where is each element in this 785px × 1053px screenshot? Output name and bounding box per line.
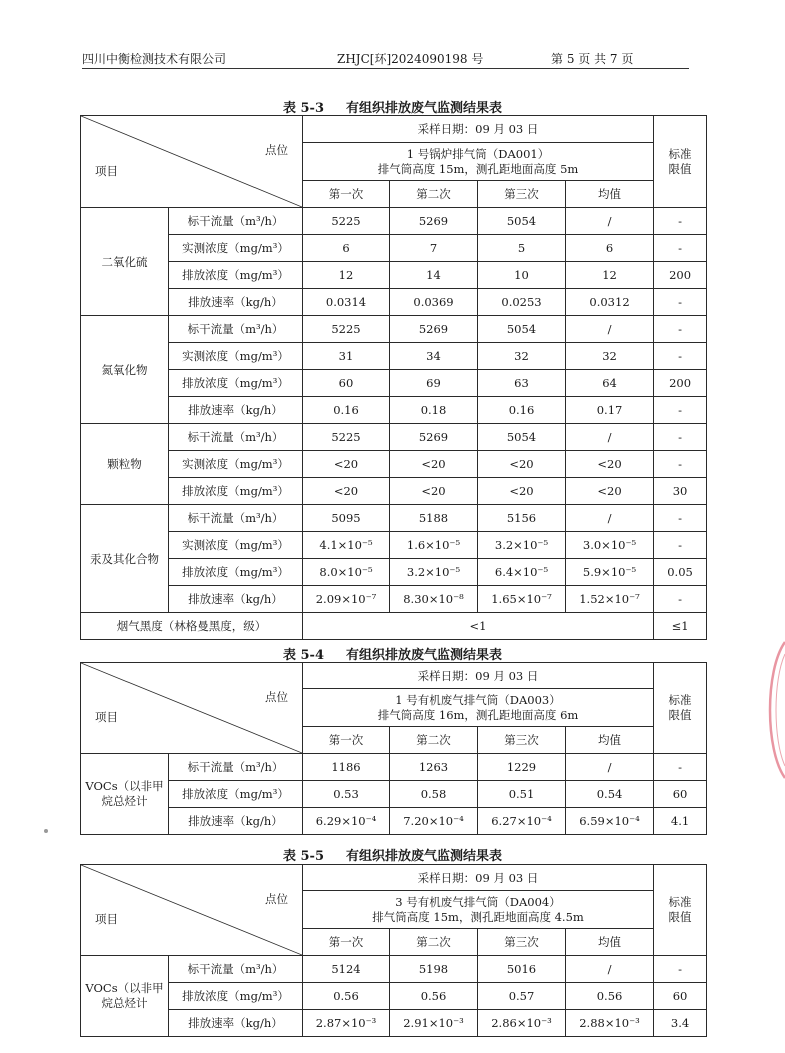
- limit-value: 0.05: [654, 559, 707, 586]
- parameter-label: 排放速率（kg/h）: [169, 808, 303, 835]
- limit-value: -: [654, 235, 707, 262]
- table-row: [81, 262, 707, 289]
- measure-value: 0.56: [390, 983, 478, 1010]
- measure-value: /: [566, 754, 654, 781]
- measure-value: 69: [390, 370, 478, 397]
- table-5-4-caption: [0, 644, 785, 663]
- col-mean: 均值: [566, 929, 654, 956]
- measure-value: 5225: [303, 208, 390, 235]
- limit-value: -: [654, 956, 707, 983]
- measure-value: 5269: [390, 316, 478, 343]
- parameter-label: 排放浓度（mg/m³）: [169, 262, 303, 289]
- table-5-5-caption: [0, 845, 785, 864]
- report-number: ZHJC[环]2024090198 号: [337, 52, 484, 66]
- col-mean: 均值: [566, 181, 654, 208]
- item-label: 项目: [95, 710, 118, 724]
- table-number: 表 5-3: [282, 101, 324, 116]
- measure-value: 0.51: [478, 781, 566, 808]
- measure-value: 2.91×10⁻³: [390, 1010, 478, 1037]
- parameter-label: 标干流量（m³/h）: [169, 754, 303, 781]
- pollutant-name: 颗粒物: [81, 424, 169, 505]
- pollutant-name: 氮氧化物: [81, 316, 169, 424]
- parameter-label: 标干流量（m³/h）: [169, 424, 303, 451]
- measure-value: <20: [303, 451, 390, 478]
- page-number: 第 5 页 共 7 页: [551, 52, 634, 66]
- parameter-label: 标干流量（m³/h）: [169, 208, 303, 235]
- col-first: 第一次: [303, 181, 390, 208]
- table-5-5: [80, 864, 707, 1037]
- parameter-label: 标干流量（m³/h）: [169, 505, 303, 532]
- measure-value: <20: [566, 451, 654, 478]
- measure-value: 0.18: [390, 397, 478, 424]
- table-number: 表 5-5: [282, 849, 324, 864]
- measure-value: <20: [390, 451, 478, 478]
- table-title: 有组织排放废气监测结果表: [346, 648, 503, 663]
- table-corner-header: [81, 663, 303, 754]
- table-number: 表 5-4: [282, 648, 324, 663]
- parameter-label: 排放浓度（mg/m³）: [169, 478, 303, 505]
- sampling-date: 采样日期：09 月 03 日: [303, 663, 654, 689]
- header-divider: [82, 68, 689, 69]
- measure-value: 0.0369: [390, 289, 478, 316]
- col-first: 第一次: [303, 929, 390, 956]
- measure-value: 0.53: [303, 781, 390, 808]
- col-mean: 均值: [566, 727, 654, 754]
- measure-value: 2.09×10⁻⁷: [303, 586, 390, 613]
- point-label: 点位: [265, 143, 288, 157]
- table-row: [81, 208, 707, 235]
- measure-value: 5095: [303, 505, 390, 532]
- measure-value: 0.54: [566, 781, 654, 808]
- diagonal-line: [81, 663, 302, 753]
- measure-value: 0.56: [566, 983, 654, 1010]
- measure-value: 2.87×10⁻³: [303, 1010, 390, 1037]
- col-second: 第二次: [390, 727, 478, 754]
- table-5-4: [80, 662, 707, 835]
- col-third: 第三次: [478, 181, 566, 208]
- col-third: 第三次: [478, 727, 566, 754]
- limit-value: 60: [654, 781, 707, 808]
- parameter-label: 排放速率（kg/h）: [169, 1010, 303, 1037]
- smoke-row: [81, 613, 707, 640]
- table-row: [81, 559, 707, 586]
- scan-speck: [44, 829, 48, 833]
- parameter-label: 排放浓度（mg/m³）: [169, 370, 303, 397]
- item-label: 项目: [95, 912, 118, 926]
- measure-value: 0.58: [390, 781, 478, 808]
- limit-value: -: [654, 289, 707, 316]
- table-row: [81, 316, 707, 343]
- parameter-label: 排放浓度（mg/m³）: [169, 983, 303, 1010]
- limit-value: 3.4: [654, 1010, 707, 1037]
- measure-value: 0.0253: [478, 289, 566, 316]
- measure-value: 12: [566, 262, 654, 289]
- measure-value: 32: [478, 343, 566, 370]
- table-row: [81, 1010, 707, 1037]
- pollutant-name: VOCs（以非甲 烷总烃计: [81, 754, 169, 835]
- limit-value: 4.1: [654, 808, 707, 835]
- table-row: [81, 983, 707, 1010]
- measure-value: /: [566, 316, 654, 343]
- parameter-label: 排放速率（kg/h）: [169, 397, 303, 424]
- outlet-description: 3 号有机废气排气筒（DA004） 排气筒高度 15m，测孔距地面高度 4.5m: [303, 891, 654, 929]
- limit-value: -: [654, 505, 707, 532]
- measure-value: 60: [303, 370, 390, 397]
- company-name: 四川中衡检测技术有限公司: [82, 52, 227, 66]
- table-row: [81, 370, 707, 397]
- limit-value: -: [654, 451, 707, 478]
- table-row: [81, 478, 707, 505]
- table-row: [81, 586, 707, 613]
- table-row: [81, 781, 707, 808]
- limit-value: -: [654, 754, 707, 781]
- table-title: 有组织排放废气监测结果表: [346, 849, 503, 864]
- limit-value: 30: [654, 478, 707, 505]
- measure-value: 5124: [303, 956, 390, 983]
- limit-value: -: [654, 208, 707, 235]
- measure-value: 5269: [390, 208, 478, 235]
- pollutant-name: VOCs（以非甲 烷总烃计: [81, 956, 169, 1037]
- measure-value: <20: [478, 451, 566, 478]
- col-second: 第二次: [390, 181, 478, 208]
- col-second: 第二次: [390, 929, 478, 956]
- point-label: 点位: [265, 892, 288, 906]
- measure-value: 5016: [478, 956, 566, 983]
- table-row: [81, 956, 707, 983]
- table-title: 有组织排放废气监测结果表: [346, 101, 503, 116]
- measure-value: 1.6×10⁻⁵: [390, 532, 478, 559]
- parameter-label: 标干流量（m³/h）: [169, 956, 303, 983]
- parameter-label: 排放浓度（mg/m³）: [169, 559, 303, 586]
- pollutant-name: 二氧化硫: [81, 208, 169, 316]
- measure-value: 1186: [303, 754, 390, 781]
- measure-value: 34: [390, 343, 478, 370]
- limit-value: -: [654, 397, 707, 424]
- col-third: 第三次: [478, 929, 566, 956]
- outlet-description: 1 号锅炉排气筒（DA001） 排气筒高度 15m，测孔距地面高度 5m: [303, 143, 654, 181]
- sampling-date: 采样日期：09 月 03 日: [303, 865, 654, 891]
- parameter-label: 排放速率（kg/h）: [169, 289, 303, 316]
- parameter-label: 标干流量（m³/h）: [169, 316, 303, 343]
- measure-value: 8.30×10⁻⁸: [390, 586, 478, 613]
- measure-value: 64: [566, 370, 654, 397]
- point-label: 点位: [265, 690, 288, 704]
- parameter-label: 实测浓度（mg/m³）: [169, 532, 303, 559]
- table-row: [81, 532, 707, 559]
- measure-value: 1.65×10⁻⁷: [478, 586, 566, 613]
- measure-value: 5269: [390, 424, 478, 451]
- measure-value: 31: [303, 343, 390, 370]
- table-row: [81, 451, 707, 478]
- table-5-3-caption: [0, 97, 785, 116]
- measure-value: 6.4×10⁻⁵: [478, 559, 566, 586]
- measure-value: 5054: [478, 208, 566, 235]
- measure-value: <20: [303, 478, 390, 505]
- table-row: [81, 397, 707, 424]
- parameter-label: 实测浓度（mg/m³）: [169, 451, 303, 478]
- table-row: [81, 343, 707, 370]
- measure-value: 14: [390, 262, 478, 289]
- diagonal-line: [81, 116, 302, 207]
- limit-value: 60: [654, 983, 707, 1010]
- measure-value: 6.29×10⁻⁴: [303, 808, 390, 835]
- measure-value: 0.0314: [303, 289, 390, 316]
- measure-value: 0.16: [303, 397, 390, 424]
- measure-value: 8.0×10⁻⁵: [303, 559, 390, 586]
- measure-value: 5054: [478, 424, 566, 451]
- measure-value: 5198: [390, 956, 478, 983]
- parameter-label: 排放浓度（mg/m³）: [169, 781, 303, 808]
- measure-value: 5225: [303, 424, 390, 451]
- measure-value: 5156: [478, 505, 566, 532]
- measure-value: 6: [566, 235, 654, 262]
- measure-value: 2.88×10⁻³: [566, 1010, 654, 1037]
- smoke-value: <1: [303, 613, 654, 640]
- measure-value: 6.27×10⁻⁴: [478, 808, 566, 835]
- measure-value: 3.2×10⁻⁵: [478, 532, 566, 559]
- measure-value: 0.0312: [566, 289, 654, 316]
- measure-value: /: [566, 505, 654, 532]
- measure-value: 5.9×10⁻⁵: [566, 559, 654, 586]
- limit-value: -: [654, 532, 707, 559]
- measure-value: 3.0×10⁻⁵: [566, 532, 654, 559]
- col-first: 第一次: [303, 727, 390, 754]
- sampling-date: 采样日期：09 月 03 日: [303, 116, 654, 143]
- limit-value: 200: [654, 262, 707, 289]
- measure-value: 5: [478, 235, 566, 262]
- limit-value: 200: [654, 370, 707, 397]
- table-row: [81, 289, 707, 316]
- table-row: [81, 808, 707, 835]
- measure-value: /: [566, 956, 654, 983]
- measure-value: 0.56: [303, 983, 390, 1010]
- table-row: [81, 505, 707, 532]
- table-row: [81, 424, 707, 451]
- measure-value: 2.86×10⁻³: [478, 1010, 566, 1037]
- measure-value: 12: [303, 262, 390, 289]
- table-row: [81, 754, 707, 781]
- measure-value: /: [566, 424, 654, 451]
- table-row: [81, 235, 707, 262]
- measure-value: 5054: [478, 316, 566, 343]
- measure-value: 6.59×10⁻⁴: [566, 808, 654, 835]
- pollutant-name: 汞及其化合物: [81, 505, 169, 613]
- measure-value: 63: [478, 370, 566, 397]
- measure-value: 0.17: [566, 397, 654, 424]
- standard-limit-header: 标准 限值: [654, 865, 707, 956]
- measure-value: 7: [390, 235, 478, 262]
- standard-limit-header: 标准 限值: [654, 116, 707, 208]
- limit-value: -: [654, 343, 707, 370]
- smoke-label: 烟气黑度（林格曼黑度，级）: [81, 613, 303, 640]
- measure-value: 4.1×10⁻⁵: [303, 532, 390, 559]
- limit-value: -: [654, 586, 707, 613]
- stamp-fragment: [761, 640, 785, 780]
- measure-value: 1263: [390, 754, 478, 781]
- table-corner-header: [81, 865, 303, 956]
- measure-value: <20: [478, 478, 566, 505]
- standard-limit-header: 标准 限值: [654, 663, 707, 754]
- limit-value: -: [654, 316, 707, 343]
- parameter-label: 排放速率（kg/h）: [169, 586, 303, 613]
- table-corner-header: [81, 116, 303, 208]
- measure-value: 32: [566, 343, 654, 370]
- measure-value: 7.20×10⁻⁴: [390, 808, 478, 835]
- measure-value: 10: [478, 262, 566, 289]
- measure-value: 5225: [303, 316, 390, 343]
- measure-value: 3.2×10⁻⁵: [390, 559, 478, 586]
- measure-value: 0.57: [478, 983, 566, 1010]
- parameter-label: 实测浓度（mg/m³）: [169, 235, 303, 262]
- measure-value: 6: [303, 235, 390, 262]
- measure-value: 1.52×10⁻⁷: [566, 586, 654, 613]
- measure-value: 5188: [390, 505, 478, 532]
- measure-value: <20: [390, 478, 478, 505]
- item-label: 项目: [95, 164, 118, 178]
- measure-value: <20: [566, 478, 654, 505]
- measure-value: /: [566, 208, 654, 235]
- parameter-label: 实测浓度（mg/m³）: [169, 343, 303, 370]
- outlet-description: 1 号有机废气排气筒（DA003） 排气筒高度 16m，测孔距地面高度 6m: [303, 689, 654, 727]
- measure-value: 1229: [478, 754, 566, 781]
- limit-value: -: [654, 424, 707, 451]
- diagonal-line: [81, 865, 302, 955]
- smoke-limit: ≤1: [654, 613, 707, 640]
- measure-value: 0.16: [478, 397, 566, 424]
- table-5-3: [80, 115, 707, 640]
